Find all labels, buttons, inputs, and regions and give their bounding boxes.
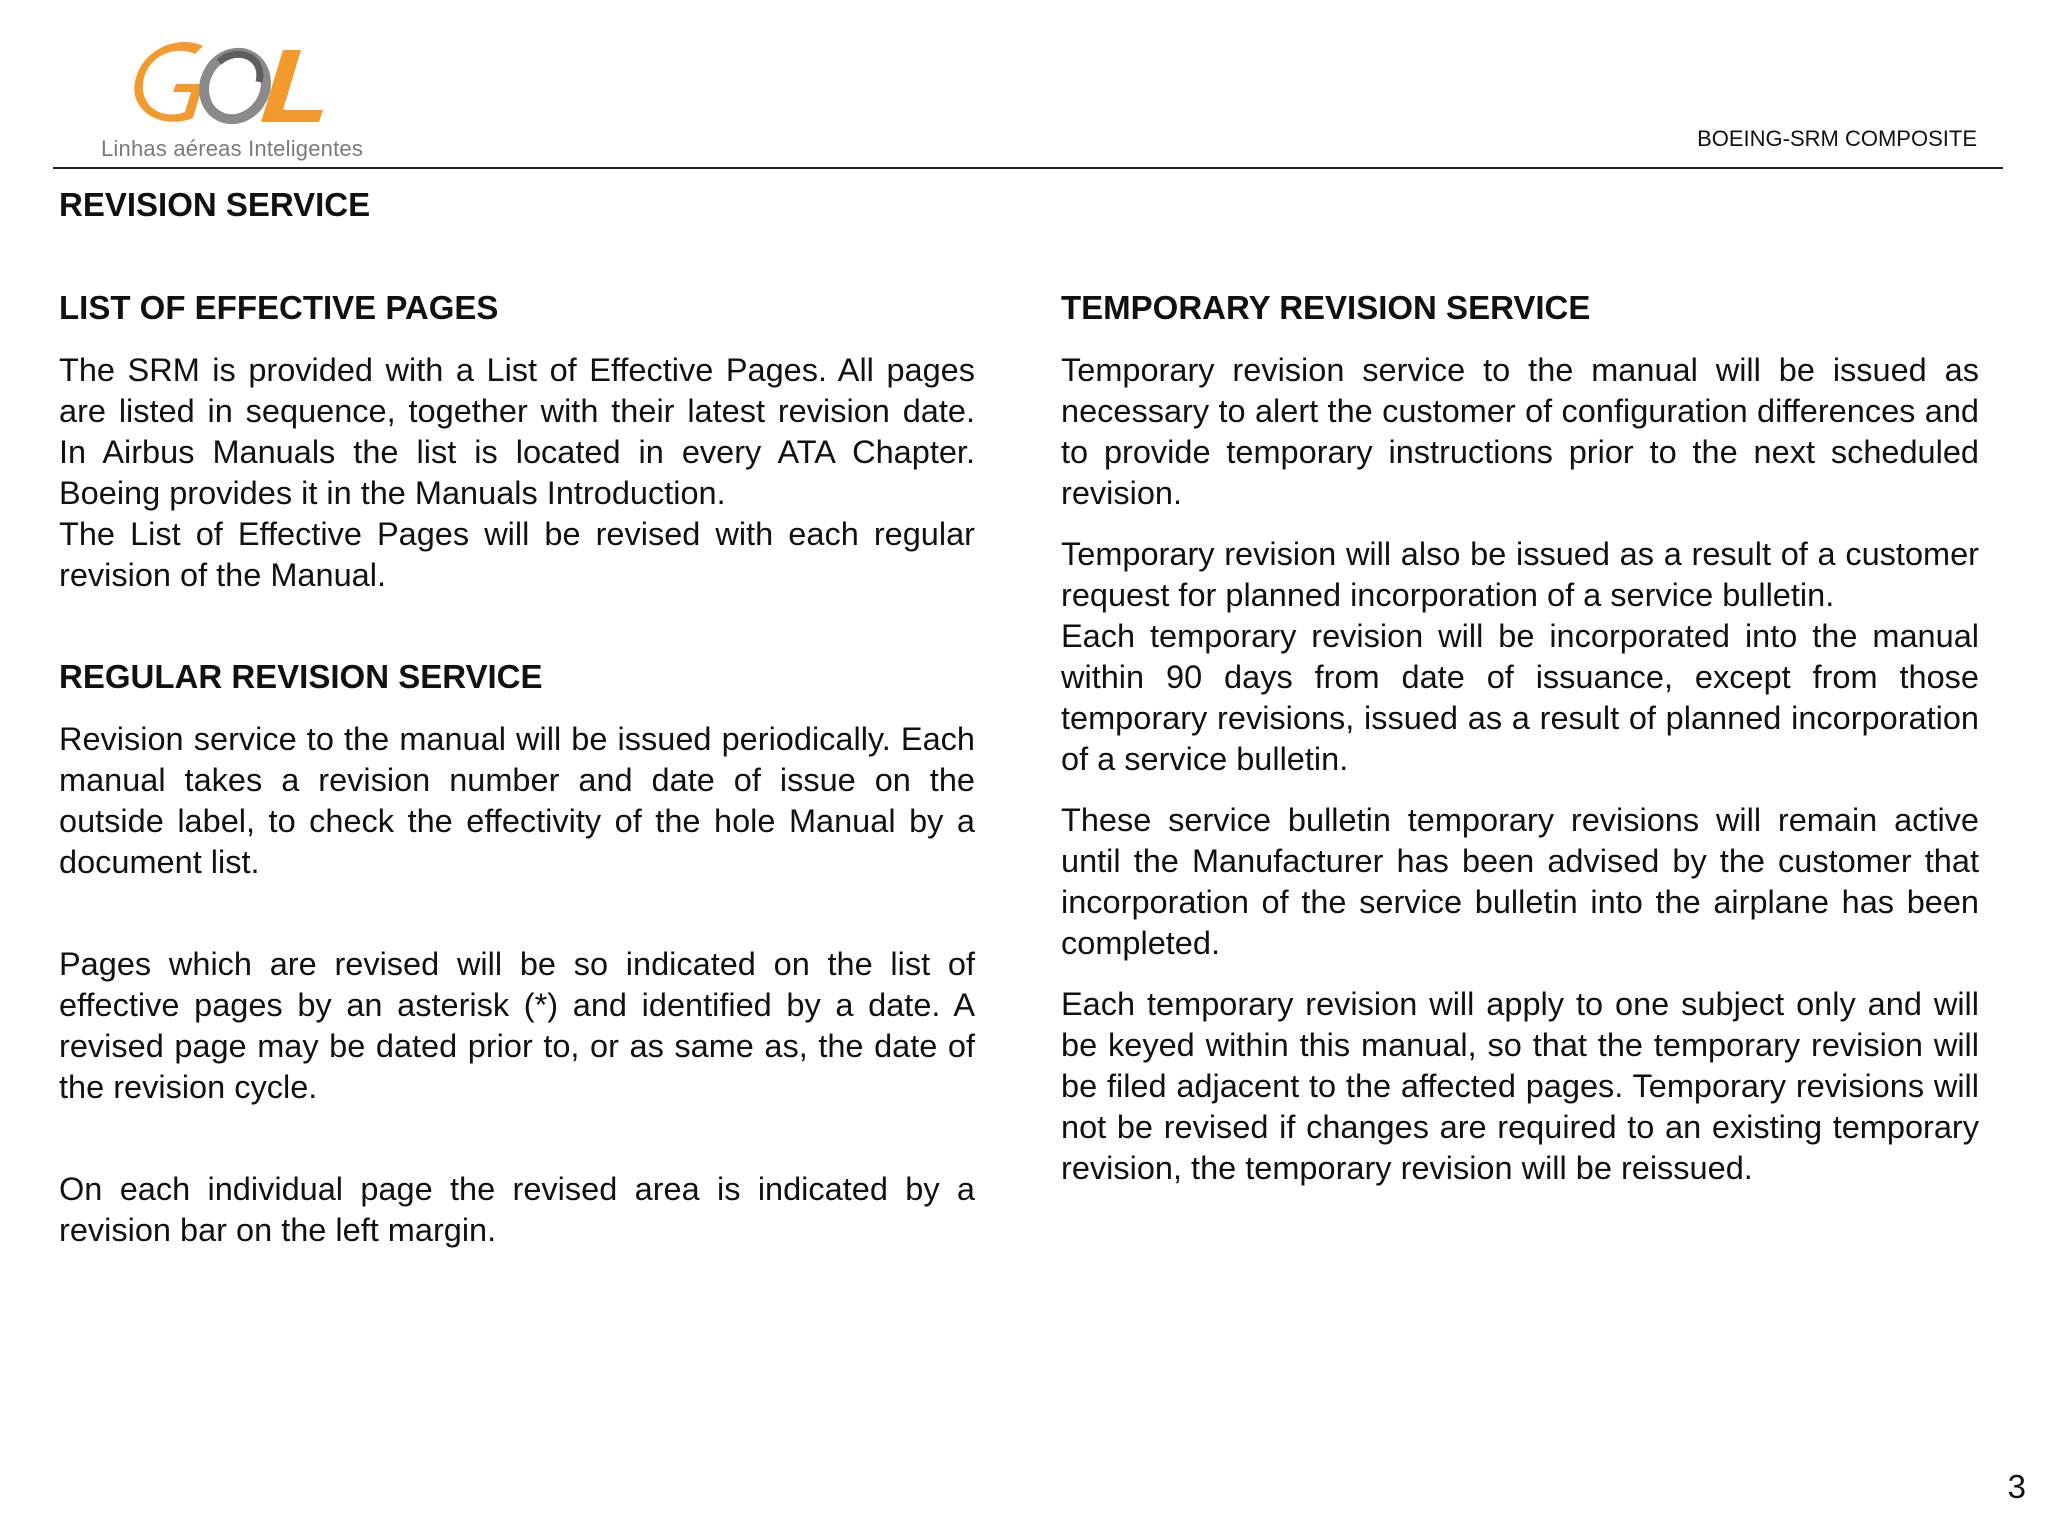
regular-paragraph-3: On each individual page the revised area is indicated by a revision bar on the left margin.: [59, 1171, 975, 1248]
temporary-paragraph-2: Temporary revision will also be issued as a result of a customer request for planned incorporation of a service bulletin.: [1061, 536, 1979, 613]
lep-paragraph-1: The SRM is provided with a List of Effective Pages. All pages are listed in sequence, together with their latest revision date. In Airbus Manuals the list is located in every ATA Chapter. Boeing provides it in the Manuals Introduction.: [59, 352, 975, 511]
regular-paragraph-1: Revision service to the manual will be issued periodically. Each manual takes a revision number and date of issue on the outside label, to check the effectivity of the hole Manual by a document list.: [59, 721, 975, 880]
left-column: [59, 288, 975, 1251]
regular-paragraph-2: Pages which are revised will be so indicated on the list of effective pages by an asterisk (*) and identified by a date. A revised page may be dated prior to, or as same as, the date of the revision cycle.: [59, 946, 975, 1105]
lep-paragraph-2: The List of Effective Pages will be revised with each regular revision of the Manual.: [59, 516, 975, 593]
gol-logo-mark: [133, 32, 353, 142]
page-number: 3: [2007, 1468, 2026, 1505]
temporary-revision-heading: TEMPORARY REVISION SERVICE: [1061, 289, 1591, 326]
regular-revision-heading: REGULAR REVISION SERVICE: [59, 658, 543, 695]
header-divider: [53, 167, 2003, 169]
right-column: [1061, 288, 1979, 1189]
page-title: REVISION SERVICE: [59, 186, 371, 223]
temporary-paragraph-3: Each temporary revision will be incorporated into the manual within 90 days from date of issuance, except from those temporary revisions, issued as a result of planned incorporation of a service bulletin.: [1061, 618, 1979, 777]
temporary-paragraph-5: Each temporary revision will apply to one subject only and will be keyed within this manual, so that the temporary revision will be filed adjacent to the affected pages. Temporary revisions will not be revised if changes are required to an existing temporary revision, the temporary revision will be reissued.: [1061, 986, 1979, 1186]
temporary-paragraph-1: Temporary revision service to the manual will be issued as necessary to alert the customer of configuration differences and to provide temporary instructions prior to the next scheduled revision.: [1061, 352, 1979, 511]
lep-heading: LIST OF EFFECTIVE PAGES: [59, 289, 499, 326]
document-title: BOEING-SRM COMPOSITE: [1697, 126, 1977, 151]
gol-logo: [53, 32, 393, 167]
logo-tagline: Linhas aéreas Inteligentes: [101, 136, 364, 161]
temporary-paragraph-4: These service bulletin temporary revisions will remain active until the Manufacturer has been advised by the customer that incorporation of the service bulletin into the airplane has been completed.: [1061, 802, 1979, 961]
page-header: [53, 32, 2003, 167]
